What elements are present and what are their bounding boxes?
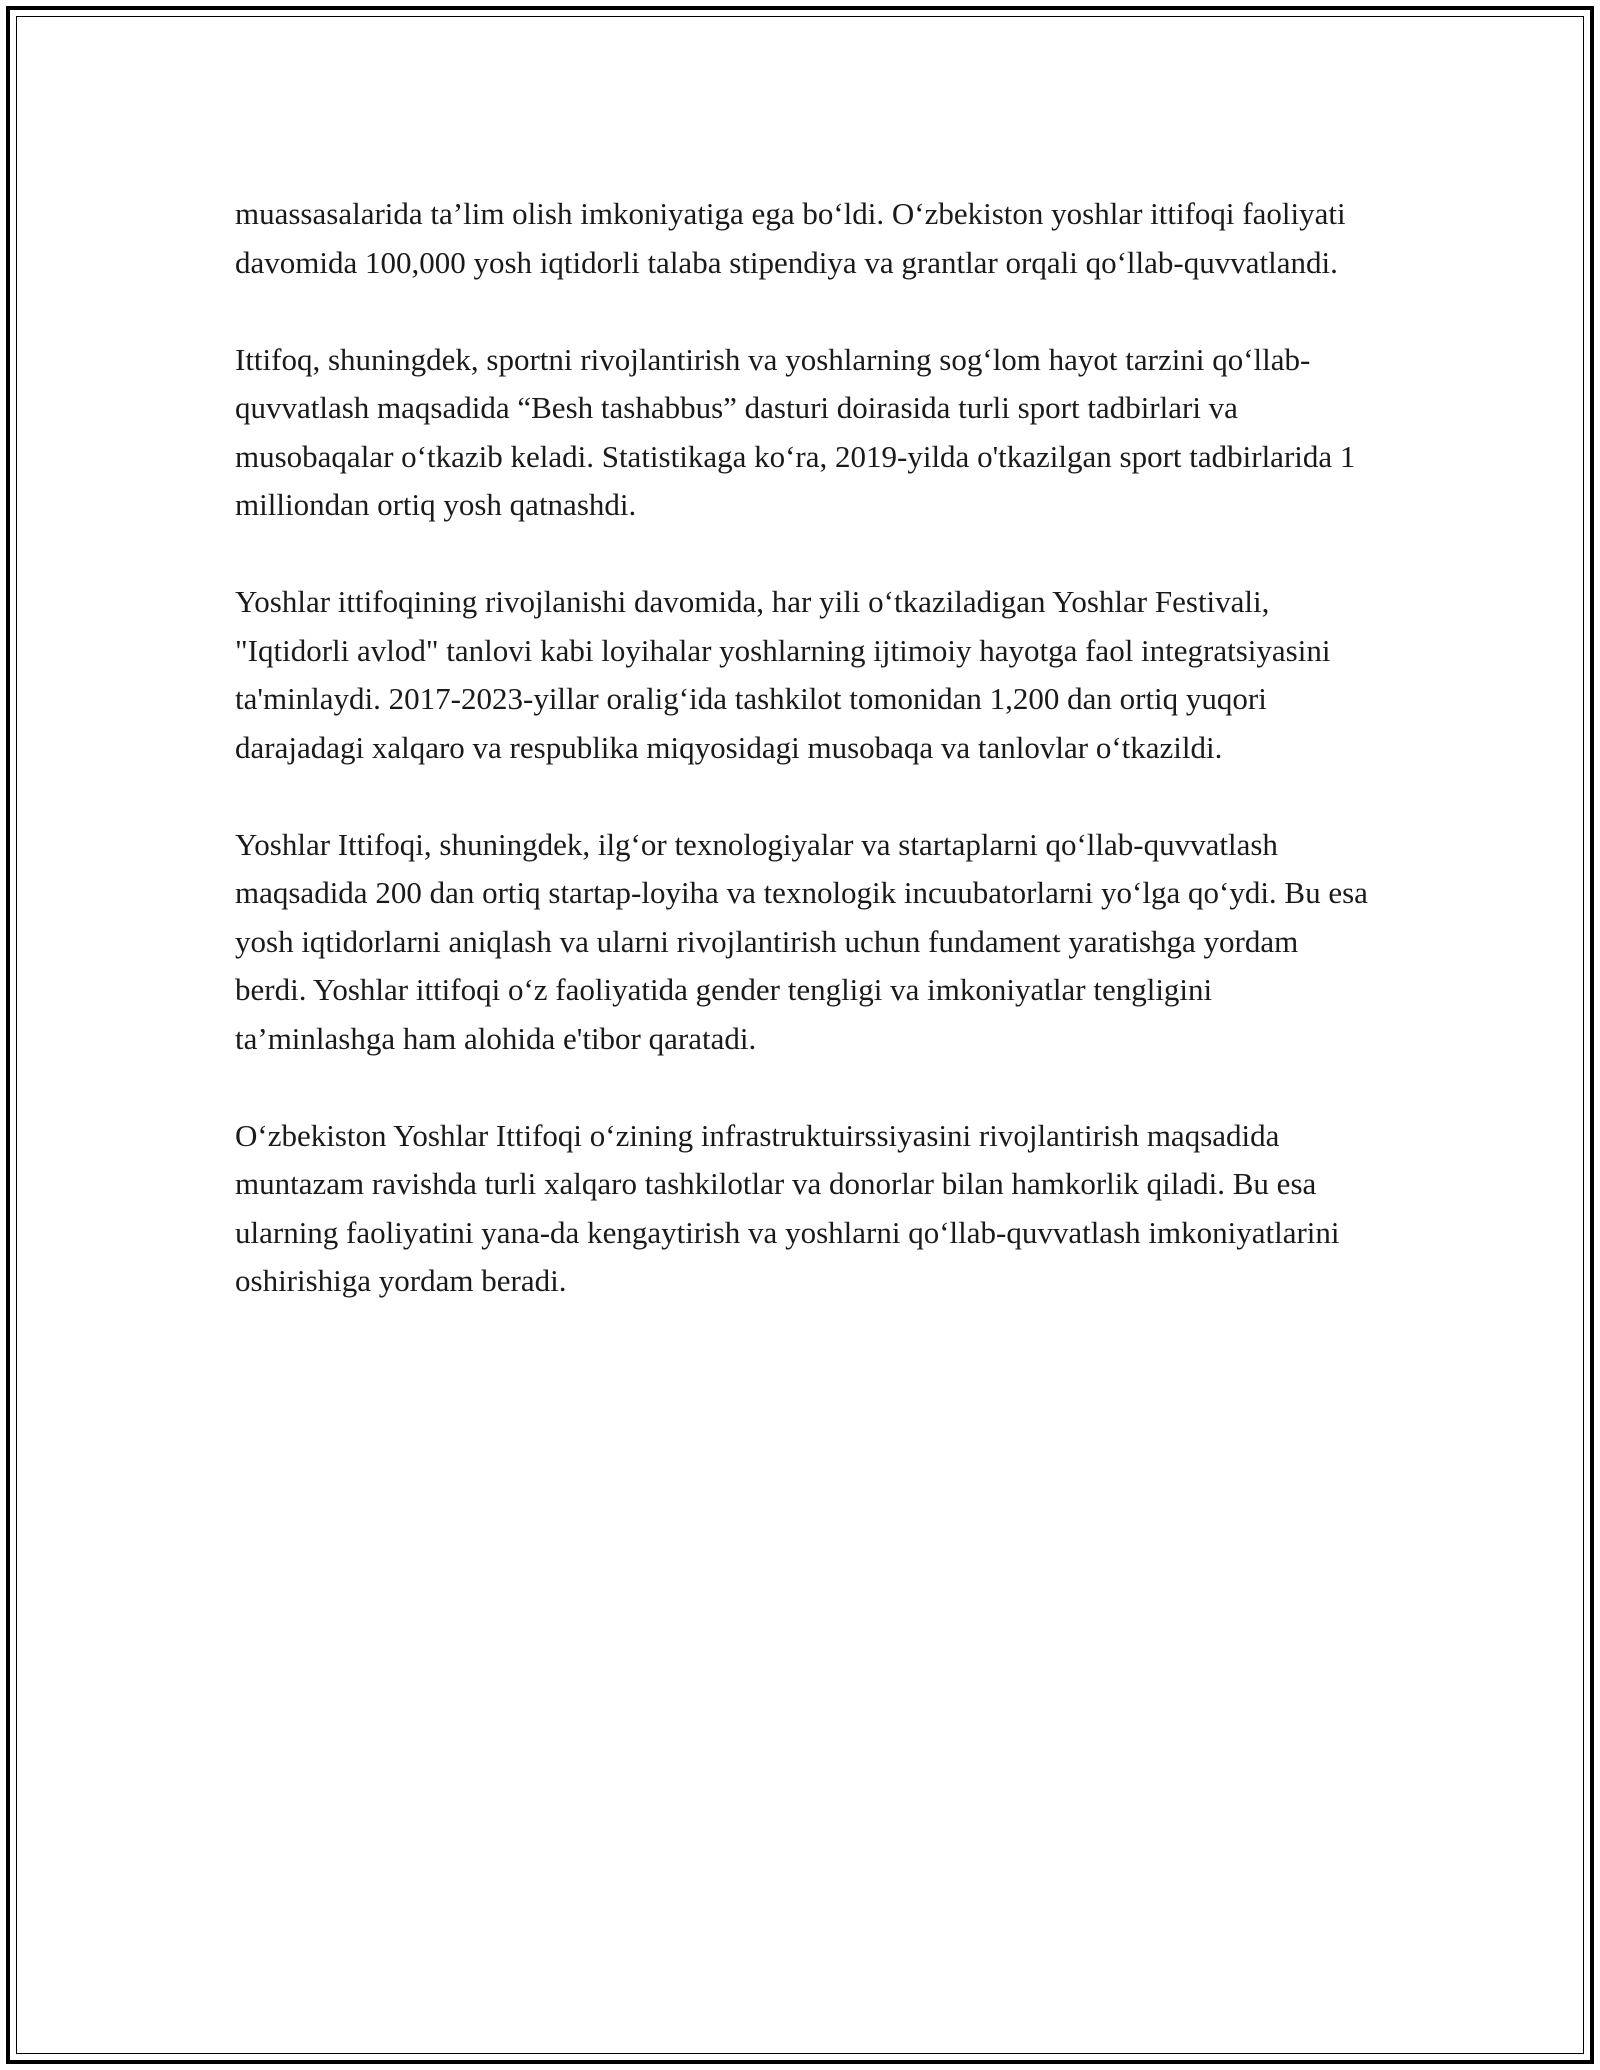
paragraph: O‘zbekiston Yoshlar Ittifoqi o‘zining infrastruktuirssiyasini rivojlantirish maqsadida muntazam ravishda turli xalqaro tashkilotlar va donorlar bilan hamkorlik qiladi. Bu esa ularning faoliyatini yana-da kengaytirish va yoshlarni qo‘llab-quvvatlash imkoniyatlarini oshirishiga yordam beradi. <box>235 1117 1340 1298</box>
document-body <box>235 190 1375 1306</box>
paragraph: muassasalarida ta’lim olish imkoniyatiga ega bo‘ldi. O‘zbekiston yoshlar ittifoqi faoliyati davomida 100,000 yosh iqtidorli talaba stipendiya va grantlar orqali qo‘llab-quvvatlandi. <box>235 196 1346 280</box>
paragraph: Ittifoq, shuningdek, sportni rivojlantirish va yoshlarning sog‘lom hayot tarzini qo‘llab-quvvatlash maqsadida “Besh tashabbus” dasturi doirasida turli sport tadbirlari va musobaqalar o‘tkazib keladi. Statistikaga ko‘ra, 2019-yilda o'tkazilgan sport tadbirlarida 1 milliondan ortiq yosh qatnashdi. <box>235 341 1356 522</box>
paragraph: Yoshlar Ittifoqi, shuningdek, ilg‘or texnologiyalar va startaplarni qo‘llab-quvvatlash maqsadida 200 dan ortiq startap-loyiha va texnologik incuubatorlarni yo‘lga qo‘ydi. Bu esa yosh iqtidorlarni aniqlash va ularni rivojlantirish uchun fundament yaratishga yordam berdi. Yoshlar ittifoqi o‘z faoliyatida gender tengligi va imkoniyatlar tengligini ta’minlashga ham alohida e'tibor qaratadi. <box>235 826 1368 1056</box>
paragraph: Yoshlar ittifoqining rivojlanishi davomida, har yili o‘tkaziladigan Yoshlar Festivali, "Iqtidorli avlod" tanlovi kabi loyihalar yoshlarning ijtimoiy hayotga faol integratsiyasini ta'minlaydi. 2017-2023-yillar oralig‘ida tashkilot tomonidan 1,200 dan ortiq yuqori darajadagi xalqaro va respublika miqyosidagi musobaqa va tanlovlar o‘tkazildi. <box>235 584 1331 765</box>
